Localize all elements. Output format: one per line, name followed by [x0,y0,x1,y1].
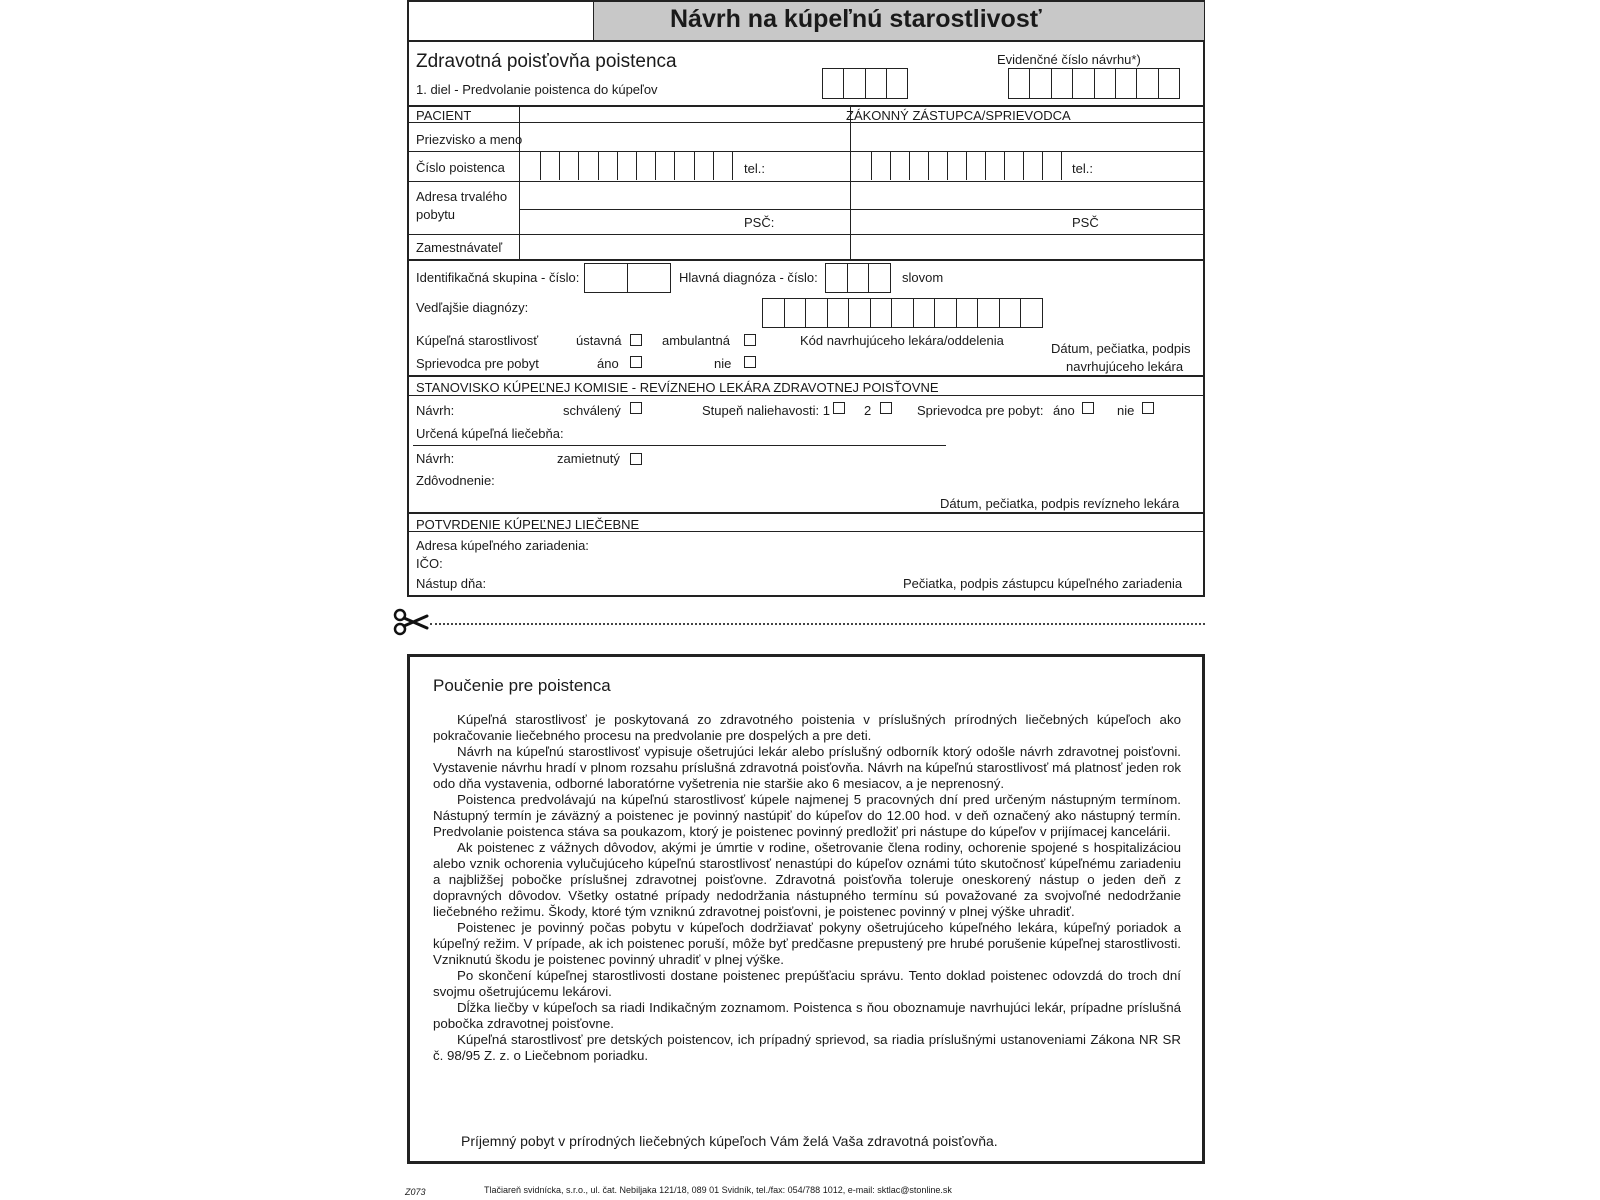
notice-paragraph: Dĺžka liečby v kúpeľoch sa riadi Indikačným zoznamom. Poistenca s ňou oboznamuje navrhujúci lekár, prípadne príslušná pobočka zdravotnej poisťovne. [433,1000,1181,1031]
form-code: Z073 [405,1187,426,1197]
secondary-diagnosis-boxes[interactable] [762,298,1043,328]
divider [407,181,1205,182]
notice-body [433,712,1181,1064]
in-words-label: slovom [902,270,944,285]
proposal-label: Návrh: [416,403,455,418]
no-label: nie [714,356,732,371]
institutional-label: ústavná [576,333,622,348]
urgency-2-label: 2 [864,403,872,418]
doctor-code-label: Kód navrhujúceho lekára/oddelenia [800,333,1004,348]
main-diagnosis-boxes[interactable] [825,263,891,293]
secondary-diagnosis-label: Vedľajšie diagnózy: [416,300,529,315]
divider [407,40,1205,42]
commission-yes-label: áno [1053,403,1075,418]
id-group-boxes[interactable] [584,263,671,293]
printer-info: Tlačiareň svidnícka, s.r.o., ul. čat. Nebiljaka 121/18, 089 01 Svidník, tel./fax: 054/788 1012, e-mail: sktlac@stonline.sk [484,1185,952,1195]
doctor-signature-label: Dátum, pečiatka, podpis [1051,341,1191,356]
address-label-2: pobytu [416,207,456,222]
notice-title: Poučenie pre poistenca [433,676,611,695]
guardian-phone-label: tel.: [1072,161,1093,176]
urgency-2-checkbox[interactable] [880,402,892,414]
notice-paragraph: Po skončení kúpeľnej starostlivosti dostane poistenec prepúšťaciu správu. Tento doklad poistenec odovzdá do troch dní svojmu ošetrujúcemu lekárovi. [433,968,1181,999]
patient-phone-label: tel.: [744,161,765,176]
id-group-label: Identifikačná skupina - číslo: [416,270,580,285]
commission-companion-label: Sprievodca pre pobyt: [917,403,1044,418]
address-label: Adresa trvalého [416,189,508,204]
guardian-zip-label: PSČ [1072,215,1099,230]
name-label: Priezvisko a meno [416,132,523,147]
divider [519,105,520,259]
guardian-section-label: ZÁKONNÝ ZÁSTUPCA/SPRIEVODCA [846,108,1071,123]
institutional-checkbox[interactable] [630,334,642,346]
reason-label: Zdôvodnenie: [416,473,495,488]
insurance-number-ticks[interactable] [540,152,733,180]
insurer-heading: Zdravotná poisťovňa poistenca [416,51,677,72]
divider [407,512,1205,514]
notice-paragraph: Kúpeľná starostlivosť pre detských poistencov, ich prípadný sprievod, sa riadia príslušnými ustanoveniami Zákona NR SR č. 98/95 Z. z. o Liečebnom poriadku. [433,1032,1181,1063]
divider [407,375,1205,377]
commission-no-checkbox[interactable] [1142,402,1154,414]
divider [407,234,1205,235]
notice-paragraph: Kúpeľná starostlivosť je poskytovaná zo zdravotného poistenia v príslušných prírodných liečebných kúpeľoch ako pokračovanie liečebného procesu na predvolanie pre dospelých a pre deti. [433,712,1181,743]
cut-line [430,623,1205,625]
evidence-label: Evidenčné číslo návrhu*) [997,52,1141,67]
rejected-checkbox[interactable] [630,453,642,465]
main-diagnosis-label: Hlavná diagnóza - číslo: [679,270,818,285]
confirmation-section-label: POTVRDENIE KÚPEĽNEJ LIEČEBNE [416,517,640,532]
notice-paragraph: Poistenec je povinný počas pobytu v kúpeľoch dodržiavať pokyny ošetrujúceho kúpeľného lekára, kúpeľný poriadok a kúpeľný režim. V prípade, ak ich poistenec poruší, môže byť predčasne prepustený pre hrubé porušenie kúpeľnej starostlivosti. Vzniknutú škodu je poistenec povinný uhradiť v plnej výške. [433,920,1181,967]
notice-paragraph: Ak poistenec z vážnych dôvodov, akými je úmrtie v rodine, ošetrovanie člena rodiny, ochorenie spojené s hospitalizáciou alebo vznik ochorenia vylučujúceho kúpeľnú starostlivosť nenastúpi do kúpeľov oznámi túto skutočnosť kúpeľnému zariadeniu a najbližšej pobočke príslušnej zdravotnej poisťovne. Zdravotná poisťovňa toleruje oneskorený nástup o jeden deň z dopravných dôvodov. Všetky ostatné prípady nedodržania nástupného termínu sú považované za svojvoľné nedodržanie liečebného režimu. Škody, ktoré tým vzniknú zdravotnej poisťovni, je poistenec povinný v plnej výške uhradiť. [433,840,1181,919]
facility-signature-label: Pečiatka, podpis zástupcu kúpeľného zariadenia [903,576,1183,591]
notice-paragraph: Návrh na kúpeľnú starostlivosť vypisuje ošetrujúci lekár alebo príslušný odborník ktorý odošle návrh zdravotnej poisťovni. Vystavenie návrhu hradí v plnom rozsahu príslušná zdravotná poisťovňa. Návrh na kúpeľnú starostlivosť má platnosť jeden rok odo dňa vystavenia, odborné laboratórne vyšetrenia nie staršie ako 6 mesiacov, a je neprenosný. [433,744,1181,791]
doctor-signature-label-2: navrhujúceho lekára [1066,359,1184,374]
insurance-number-label: Číslo poistenca [416,160,505,175]
companion-label: Sprievodca pre pobyt [416,356,539,371]
evidence-number-boxes[interactable] [1008,68,1180,99]
part-label: 1. diel - Predvolanie poistenca do kúpeľov [416,82,658,97]
urgency-label: Stupeň naliehavosti: 1 [702,403,830,418]
divider [407,395,1205,396]
guardian-number-ticks[interactable] [871,152,1062,180]
reviewer-signature-label: Dátum, pečiatka, podpis revízneho lekára [940,496,1180,511]
divider [519,209,1205,210]
ico-label: IČO: [416,556,443,571]
notice-closing: Príjemný pobyt v prírodných liečebných kúpeľoch Vám želá Vaša zdravotná poisťovňa. [461,1133,998,1149]
rejected-label: zamietnutý [557,451,620,466]
ambulatory-label: ambulantná [662,333,730,348]
commission-no-label: nie [1117,403,1135,418]
patient-zip-label: PSČ: [744,215,775,230]
scissors-icon [393,608,429,636]
employer-label: Zamestnávateľ [416,240,503,255]
insurer-code-boxes[interactable] [822,68,908,99]
divider [407,122,1205,123]
spa-care-label: Kúpeľná starostlivosť [416,333,539,348]
commission-section-label: STANOVISKO KÚPEĽNEJ KOMISIE - REVÍZNEHO LEKÁRA ZDRAVOTNEJ POISŤOVNE [416,380,939,395]
urgency-1-checkbox[interactable] [833,402,845,414]
divider [407,259,1205,261]
facility-address-label: Adresa kúpeľného zariadenia: [416,538,589,553]
approved-label: schválený [563,403,621,418]
proposal-label-2: Návrh: [416,451,455,466]
treatment-underline [413,445,946,446]
divider [850,105,851,259]
start-date-label: Nástup dňa: [416,576,487,591]
companion-no-checkbox[interactable] [744,356,756,368]
notice-paragraph: Poistenca predvolávajú na kúpeľnú starostlivosť kúpele najmenej 5 pracovných dní pred určeným nástupným termínom. Nástupný termín je záväzný a poistenec je povinný nastúpiť do kúpeľov do 12.00 hod. v deň označený ako nástupný termín. Predvolanie poistenca stáva sa poukazom, ktorý je poistenec povinný predložiť pri nástupe do kúpeľov v prijímacej kancelárii. [433,792,1181,839]
divider [407,105,1205,107]
treatment-label: Určená kúpeľná liečebňa: [416,426,564,441]
approved-checkbox[interactable] [630,402,642,414]
patient-section-label: PACIENT [416,108,472,123]
yes-label: áno [597,356,619,371]
ambulatory-checkbox[interactable] [744,334,756,346]
page-title: Návrh na kúpeľnú starostlivosť [670,5,1042,33]
divider [407,151,1205,152]
commission-yes-checkbox[interactable] [1082,402,1094,414]
companion-yes-checkbox[interactable] [630,356,642,368]
